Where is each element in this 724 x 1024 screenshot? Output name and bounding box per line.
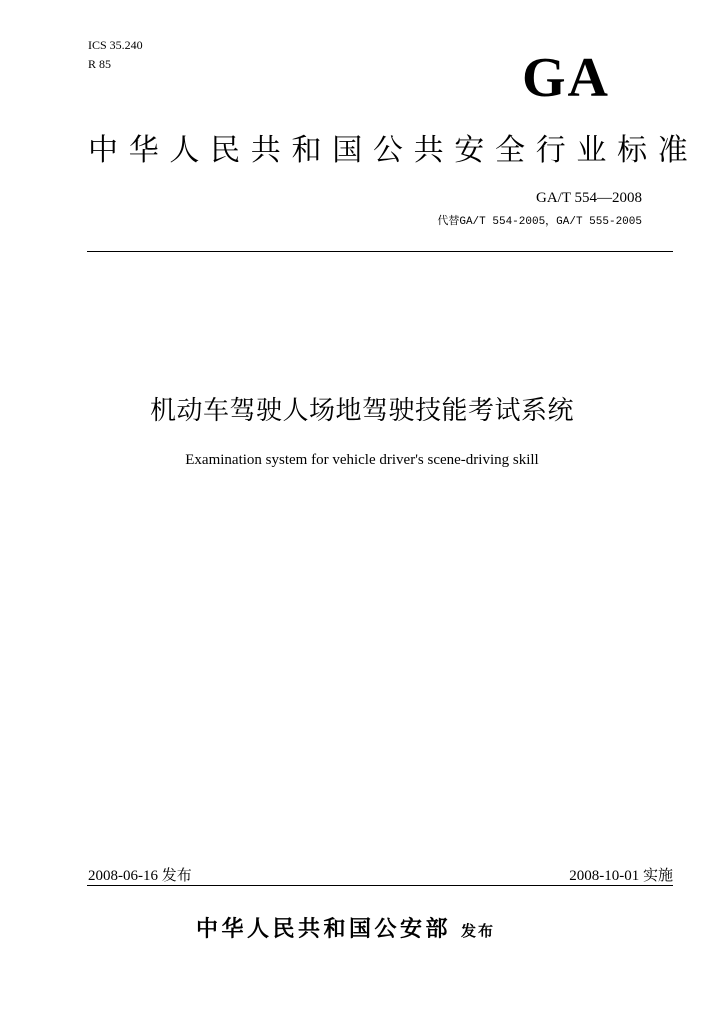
ga-logo: GA	[522, 47, 610, 109]
publisher-suffix: 发布	[461, 922, 496, 940]
issue-date: 2008-06-16 发布	[88, 868, 192, 884]
footer-divider	[87, 885, 673, 886]
classification-code: R 85	[88, 57, 112, 71]
document-title-english: Examination system for vehicle driver's scene-driving skill	[185, 452, 539, 468]
standard-number: GA/T 554—2008	[536, 190, 642, 206]
publisher-name: 中华人民共和国公安部	[196, 917, 452, 942]
replaces-note: 代替GA/T 554-2005，GA/T 555-2005	[437, 216, 642, 228]
implementation-date: 2008-10-01 实施	[569, 868, 673, 884]
standard-category-title: 中华人民共和国公共安全行业标准	[88, 133, 699, 168]
document-title-chinese: 机动车驾驶人场地驾驶技能考试系统	[149, 396, 574, 426]
publisher	[196, 912, 495, 943]
header-divider	[87, 251, 673, 252]
ics-code: ICS 35.240	[88, 38, 143, 52]
